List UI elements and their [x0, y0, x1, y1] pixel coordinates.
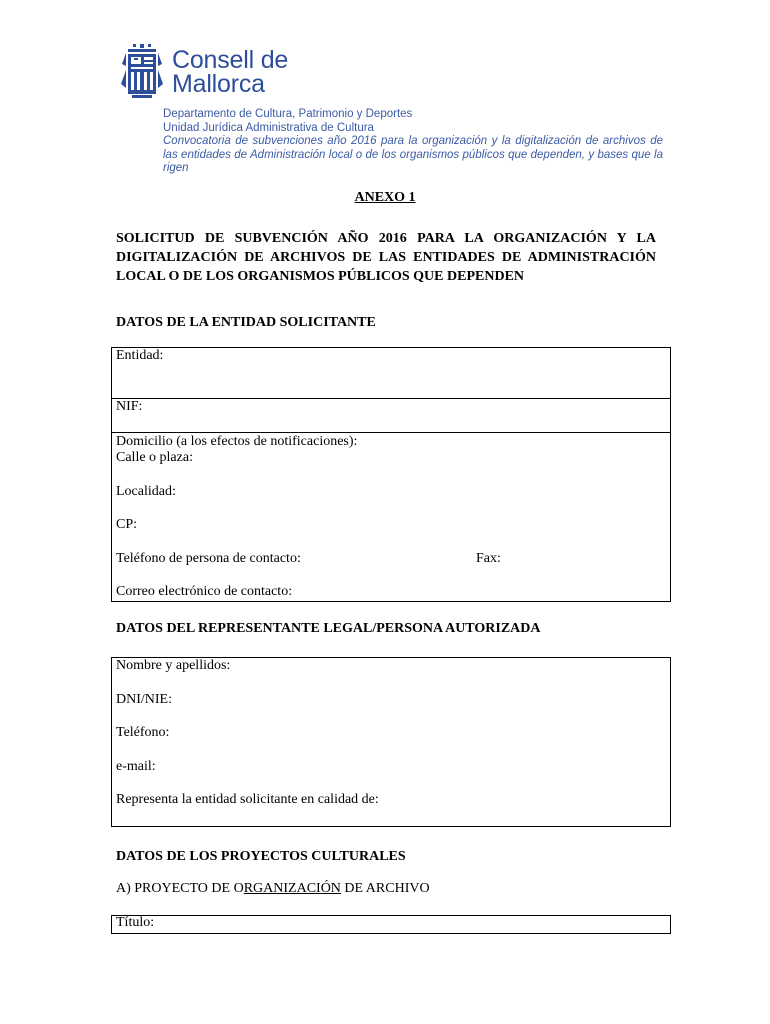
field-entidad[interactable]: Entidad:	[116, 348, 164, 363]
section-heading-representative: DATOS DEL REPRESENTANTE LEGAL/PERSONA AUTORIZADA	[116, 621, 541, 636]
section-heading-entity: DATOS DE LA ENTIDAD SOLICITANTE	[116, 315, 376, 330]
section-heading-projects: DATOS DE LOS PROYECTOS CULTURALES	[116, 849, 406, 864]
field-domicilio-label: Domicilio (a los efectos de notificaciones):	[116, 434, 358, 449]
field-nombre[interactable]: Nombre y apellidos:	[116, 658, 231, 673]
project-title-box	[111, 915, 671, 934]
coat-of-arms-icon	[120, 44, 164, 100]
field-dni[interactable]: DNI/NIE:	[116, 692, 172, 707]
field-representa[interactable]: Representa la entidad solicitante en calidad de:	[116, 792, 379, 807]
field-localidad[interactable]: Localidad:	[116, 484, 176, 499]
field-telefono[interactable]: Teléfono:	[116, 725, 170, 740]
annex-title: ANEXO 1	[354, 190, 416, 205]
field-fax[interactable]: Fax:	[476, 551, 501, 566]
document-title: SOLICITUD DE SUBVENCIÓN AÑO 2016 PARA LA ORGANIZACIÓN Y LA DIGITALIZACIÓN DE ARCHIVOS DE LAS ENTIDADES DE ADMINISTRACIÓN LOCAL O DE LOS ORGANISMOS PÚBLICOS QUE DEPENDEN	[116, 231, 656, 284]
department-header	[163, 108, 663, 176]
subheading-organization-project: A) PROYECTO DE ORGANIZACIÓN DE ARCHIVO	[116, 881, 430, 896]
field-telefono-contacto[interactable]: Teléfono de persona de contacto:	[116, 551, 301, 566]
divider	[111, 432, 671, 433]
field-correo[interactable]: Correo electrónico de contacto:	[116, 584, 293, 599]
divider	[111, 398, 671, 399]
consell-de-mallorca-logo	[120, 44, 310, 100]
field-calle[interactable]: Calle o plaza:	[116, 450, 193, 465]
logo-text-line2: Mallorca	[172, 70, 265, 98]
unit-name: Unidad Jurídica Administrativa de Cultura	[163, 121, 374, 134]
call-description: Convocatoria de subvenciones año 2016 para la organización y la digitalización de archivos de las entidades de Administración local o de los organismos públicos que dependen, y bases que la rigen	[163, 135, 663, 174]
field-email[interactable]: e-mail:	[116, 759, 156, 774]
field-cp[interactable]: CP:	[116, 517, 138, 532]
field-titulo[interactable]: Título:	[116, 915, 155, 930]
field-nif[interactable]: NIF:	[116, 399, 143, 414]
logo-text-line1: Consell de	[172, 46, 289, 74]
department-name: Departamento de Cultura, Patrimonio y Deportes	[163, 108, 413, 120]
